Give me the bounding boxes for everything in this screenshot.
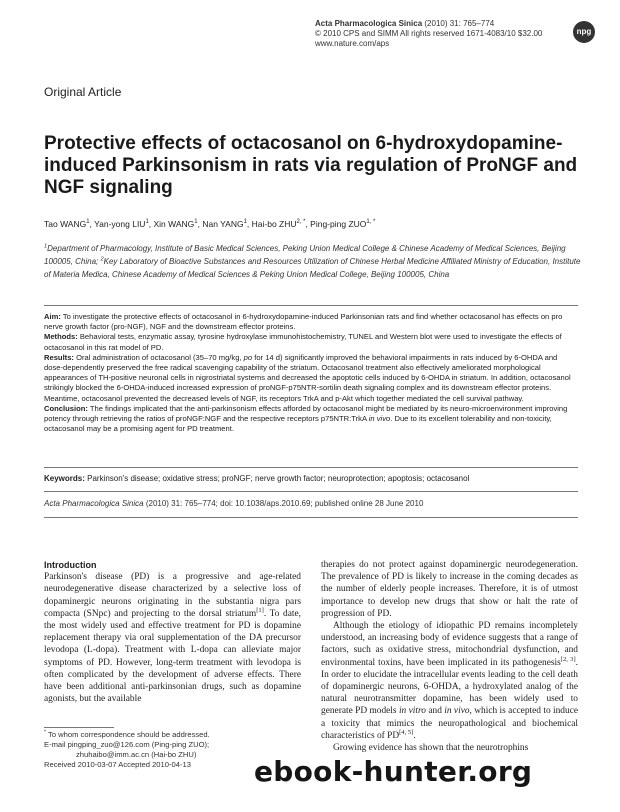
divider — [44, 467, 578, 468]
abstract-aim: Aim: To investigate the protective effects of octacosanol in 6-hydroxydopamine-induced Parkinsonian rats and find whether octacosanol has effects on pro nerve growth factor (pro-NGF), NGF and the downstream effector proteins. — [44, 312, 563, 332]
journal-header — [315, 19, 542, 49]
intro-column-left — [44, 559, 301, 705]
author: Tao WANG — [44, 219, 87, 229]
divider — [44, 517, 578, 518]
affiliations: $^1$Department of Pharmacology, Institute of Basic Medical Sciences, Peking Union Medical College & Chinese Academy of Medical Sciences, Beijing 100005, China; $^2$Key Laboratory of Bioactive Substances and Resources Utilization of Chinese Herbal Medicine Affiliated Ministry of Education, Institute of Materia Medica, Chinese Academy of Medical Sciences & Peking Union Medical College, Beijing 100005, China — [44, 243, 581, 279]
abstract-methods: Methods: Behavioral tests, enzymatic assay, tyrosine hydroxylase immunohistochemistry, TUNEL and Western blot were used to investigate the effects of octacosanol in this rat model of PD. — [44, 332, 562, 352]
footnote: * To whom correspondence should be addressed. E-mail pingping_zuo@126.com (Ping-ping ZUO); zhuhaibo@imm.ac.cn (Hai-bo ZHU) Received 2010-03-07 Accepted 2010-04-13 — [44, 727, 301, 770]
citation-line: Acta Pharmacologica Sinica (2010) 31: 765–774; doi: 10.1038/aps.2010.69; published online 28 June 2010 — [44, 499, 424, 508]
abstract-conclusion: Conclusion: The findings implicated that the anti-parkinsonism effects afforded by octacosanol might be mediated by its neuro-microenvironment improving potency through retrieving the ratios of proNGF:NGF and the respective receptors p75NTR:TrkA in vivo. Due to its excellent tolerability and non-toxicity, octacosanol may be a promising agent for PD treatment. — [44, 403, 568, 434]
body-paragraph: therapies do not protect against dopaminergic neurodegeneration. The prevalence of PD is likely to increase in the coming decades as the number of elderly people increases. Therefore, it is of utmost importance to develop new drugs that show or halt the rate of progression of PD. — [321, 560, 578, 619]
author: Yan-yong LIU — [94, 219, 146, 229]
section-heading: Introduction — [44, 560, 97, 570]
journal-url[interactable]: www.nature.com/aps — [315, 39, 390, 48]
npg-logo: npg — [573, 21, 595, 43]
author: Nan YANG — [202, 219, 244, 229]
contact-email: zhuhaibo@imm.ac.cn (Hai-bo ZHU) — [76, 750, 197, 759]
abstract — [44, 312, 578, 434]
watermark: ebook-hunter.org — [254, 755, 533, 788]
body-paragraph: Growing evidence has shown that the neurotrophins — [333, 743, 529, 754]
journal-name: Acta Pharmacologica Sinica — [315, 19, 423, 28]
author: Ping-ping ZUO — [310, 219, 367, 229]
copyright-line: © 2010 CPS and SIMM All rights reserved 1671-4083/10 $32.00 — [315, 29, 543, 38]
article-title: Protective effects of octacosanol on 6-hydroxydopamine-induced Parkinsonism in rats via regulation of ProNGF and NGF signaling — [44, 133, 578, 198]
body-paragraph: Although the etiology of idiopathic PD remains incompletely understood, an increasing body of evidence suggests that a range of factors, such as oxidative stress, mitochondrial dysfunction, and environmental toxins, have been implicated in its pathogenesis[2, 3]. In order to elucidate the intracellular events leading to the cell death of dopaminergic neurons, 6-OHDA, a hydroxylated analog of the natural neurotransmitter dopamine, has been widely used to generate PD models in vitro and in vivo, which is accepted to induce a toxicity that mimics the neuropathological and biochemical characteristics of PD[4, 5]. — [321, 621, 579, 741]
author: Hai-bo ZHU — [251, 219, 297, 229]
contact-email: E-mail pingping_zuo@126.com (Ping-ping ZUO); — [44, 740, 210, 749]
author-list: Tao WANG$^1$, Yan-yong LIU$^1$, Xin WANG$^1$, Nan YANG$^1$, Hai-bo $ZHU^{2, *}$, Ping-ping $ZUO^{1, *}$ — [44, 219, 376, 229]
abstract-results: Results: Oral administration of octacosanol (35–70 mg/kg, po for 14 d) significantly improved the behavioral impairments in rats induced by 6-OHDA and dose-dependently preserved the free radical scavenging capability of the striatum. Octacosanol treatment also effectively ameliorated morphological appearances of TH-positive neuronal cells in nigrostriatal systems and decreased the apoptotic cells induced by 6-OHDA in striatum. In addition, octacosanol strikingly blocked the 6-OHDA-induced increased expression of proNGF-p75NTR-sortilin death signaling complex and its downstream effector proteins. Meantime, octacosanol prevented the decreased levels of NGF, its receptors TrkA and p-Akt which together mediated the cell survival pathway. — [44, 352, 571, 403]
body-paragraph: Parkinson's disease (PD) is a progressive and age-related neurodegenerative disease characterized by a selective loss of dopaminergic neurons originating in the substantia nigra pars compacta (SNpc) and projecting to the dorsal striatum[1]. To date, the most widely used and effective treatment for PD is dopamine replacement therapy via oral supplementation of the DA precursor levodopa (L-dopa). Treatment with L-dopa can alleviate major symptoms of PD. However, long-term treatment with levodopa is often complicated by the development of adverse effects. There have been additional anti-parkinsonian drugs, such as dopamine agonists, but the available — [44, 572, 301, 705]
received-dates: Received 2010-03-07 Accepted 2010-04-13 — [44, 760, 191, 769]
footnote-rule — [44, 727, 114, 728]
divider — [44, 305, 578, 306]
author: Xin WANG — [153, 219, 195, 229]
journal-volume: (2010) 31: 765–774 — [422, 19, 495, 28]
keywords: Keywords: Parkinson's disease; oxidative stress; proNGF; nerve growth factor; neuroprotection; apoptosis; octacosanol — [44, 474, 470, 483]
divider — [44, 491, 578, 492]
article-type: Original Article — [44, 85, 122, 99]
intro-column-right — [321, 559, 578, 754]
